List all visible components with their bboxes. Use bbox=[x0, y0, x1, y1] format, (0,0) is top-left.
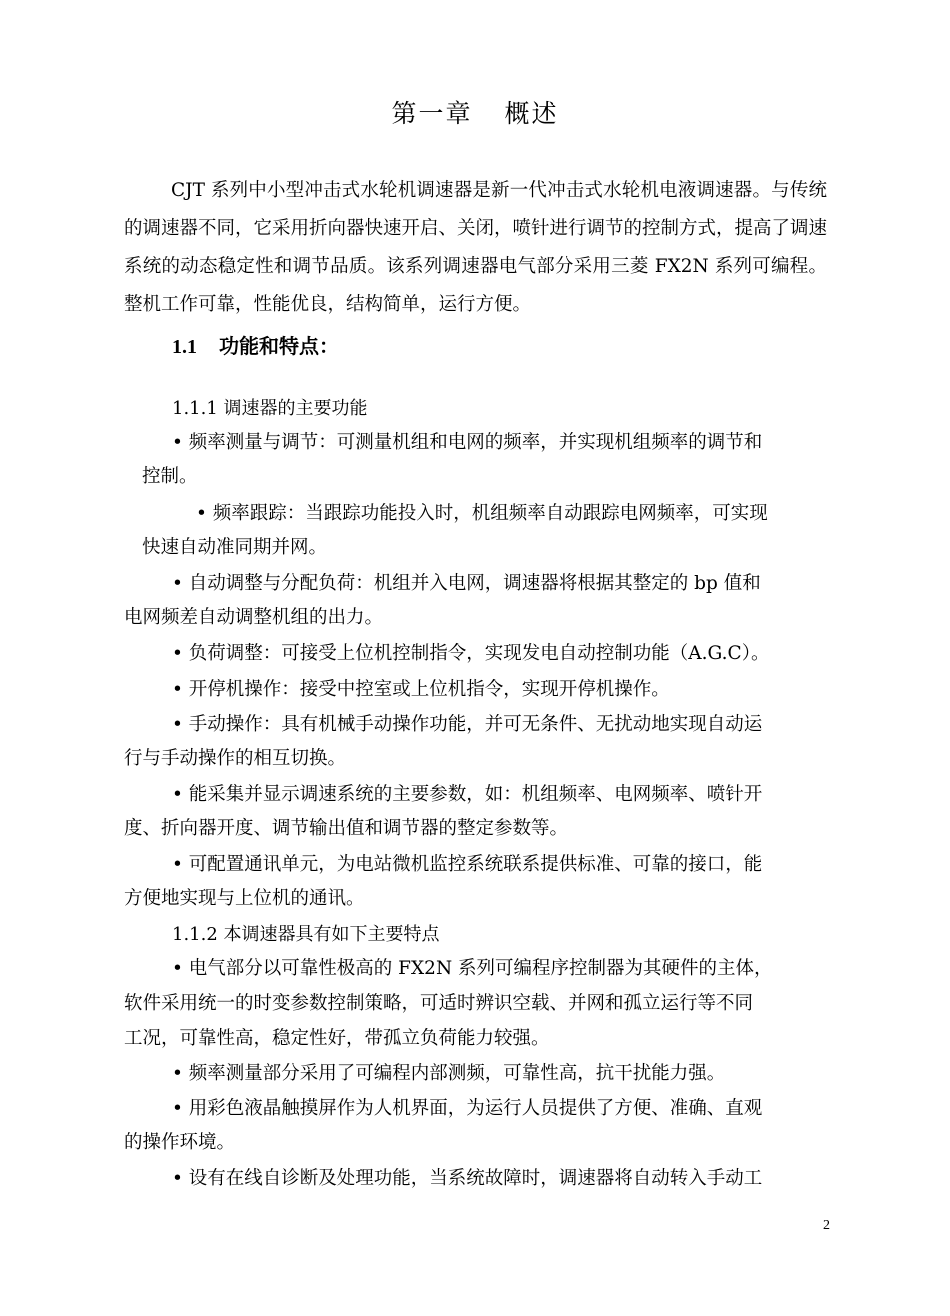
bullet-line: • 频率测量部分采用了可编程内部测频，可靠性高，抗干扰能力强。 bbox=[172, 1063, 726, 1084]
bullet-line: • 频率测量与调节：可测量机组和电网的频率，并实现机组频率的调节和 bbox=[172, 432, 763, 453]
bullet-line: • 负荷调整：可接受上位机控制指令，实现发电自动控制功能（A.G.C）。 bbox=[172, 643, 770, 664]
section-number: 1.1 bbox=[172, 336, 197, 358]
continuation-line: 快速自动准同期并网。 bbox=[142, 537, 328, 558]
continuation-line: 方便地实现与上位机的通讯。 bbox=[124, 888, 365, 909]
bullet-line: • 设有在线自诊断及处理功能，当系统故障时，调速器将自动转入手动工 bbox=[172, 1168, 763, 1189]
continuation-line: 的操作环境。 bbox=[124, 1132, 236, 1153]
page-number: 2 bbox=[823, 1218, 830, 1233]
bullet-line: • 用彩色液晶触摸屏作为人机界面，为运行人员提供了方便、准确、直观 bbox=[172, 1098, 763, 1119]
chapter-name: 概述 bbox=[504, 99, 559, 128]
bullet-line: • 开停机操作：接受中控室或上位机指令，实现开停机操作。 bbox=[172, 679, 670, 700]
continuation-line: 行与手动操作的相互切换。 bbox=[124, 748, 347, 769]
continuation-line: 电网频差自动调整机组的出力。 bbox=[124, 607, 384, 628]
continuation-line: 工况，可靠性高，稳定性好，带孤立负荷能力较强。 bbox=[124, 1028, 550, 1049]
subsection-heading: 1.1.1 调速器的主要功能 bbox=[172, 398, 368, 419]
continuation-line: 控制。 bbox=[142, 466, 198, 487]
bullet-line: • 能采集并显示调速系统的主要参数，如：机组频率、电网频率、喷针开 bbox=[172, 784, 763, 805]
bullet-line: • 可配置通讯单元，为电站微机监控系统联系提供标准、可靠的接口，能 bbox=[172, 854, 763, 875]
section-title: 功能和特点： bbox=[219, 334, 339, 358]
continuation-line: 软件采用统一的时变参数控制策略，可适时辨识空载、并网和孤立运行等不同 bbox=[124, 993, 754, 1014]
bullet-line: • 手动操作：具有机械手动操作功能，并可无条件、无扰动地实现自动运 bbox=[172, 714, 763, 735]
continuation-line: 度、折向器开度、调节输出值和调节器的整定参数等。 bbox=[124, 818, 569, 839]
bullet-line: • 电气部分以可靠性极高的 FX2N 系列可编程序控制器为其硬件的主体， bbox=[172, 958, 773, 979]
intro-paragraph: CJT 系列中小型冲击式水轮机调速器是新一代冲击式水轮机电液调速器。与传统的调速器不同，它采用折向器快速开启、关闭，喷针进行调节的控制方式，提高了调速系统的动态稳定性和调节品质。该系列调速器电气部分采用三菱 FX2N 系列可编程。整机工作可靠，性能优良，结构简单，运行方便。 bbox=[124, 180, 828, 315]
chapter-number: 第一章 bbox=[391, 99, 473, 128]
bullet-line: • 频率跟踪：当跟踪功能投入时，机组频率自动跟踪电网频率，可实现 bbox=[196, 503, 768, 524]
bullet-line: • 自动调整与分配负荷：机组并入电网，调速器将根据其整定的 bp 值和 bbox=[172, 573, 761, 594]
section-heading bbox=[172, 330, 339, 359]
chapter-title bbox=[0, 94, 950, 130]
subsection-heading: 1.1.2 本调速器具有如下主要特点 bbox=[172, 924, 440, 945]
